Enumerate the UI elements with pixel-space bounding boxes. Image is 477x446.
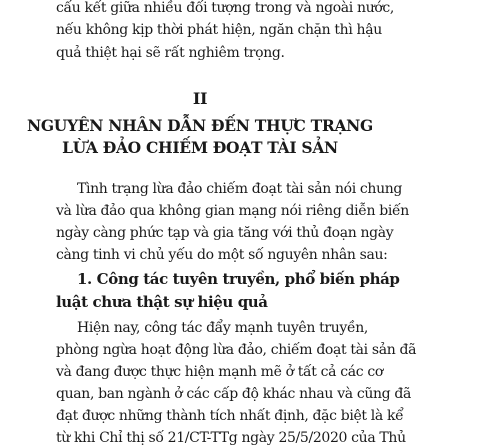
paragraph-line: Tình trạng lừa đảo chiếm đoạt tài sản nói chung (77, 181, 403, 197)
subsection-title-line-1: 1. Công tác tuyên truyền, phổ biến pháp (77, 270, 400, 288)
paragraph-line: và đang được thực hiện mạnh mẽ ở tất cả các cơ (56, 364, 383, 380)
paragraph-line: quan, ban ngành ở các cấp độ khác nhau và cũng đã (56, 386, 411, 402)
paragraph-line: đạt được những thành tích nhất định, đặc biệt là kể (56, 408, 404, 424)
paragraph-line: và lừa đảo qua không gian mạng nói riêng diễn biến (56, 203, 409, 219)
paragraph-line: Hiện nay, công tác đẩy mạnh tuyên truyền, (77, 320, 368, 336)
text-line: quả thiệt hại sẽ rất nghiêm trọng. (56, 45, 285, 61)
paragraph-line: phòng ngừa hoạt động lừa đảo, chiếm đoạt tài sản đã (56, 342, 417, 358)
paragraph-line: ngày càng phức tạp và gia tăng với thủ đoạn ngày (56, 225, 394, 241)
text-line: cấu kết giữa nhiều đối tượng trong và ngoài nước, (56, 0, 395, 16)
section-title-line-1: NGUYÊN NHÂN DẪN ĐẾN THỰC TRẠNG (26, 116, 373, 135)
paragraph-line: từ khi Chỉ thị số 21/CT-TTg ngày 25/5/2020 của Thủ (56, 430, 406, 446)
paragraph-line: càng tinh vi chủ yếu do một số nguyên nhân sau: (56, 247, 388, 263)
section-number: II (192, 89, 208, 108)
subsection-title-line-2: luật chưa thật sự hiệu quả (56, 293, 268, 311)
section-title-line-2: LỪA ĐẢO CHIẾM ĐOẠT TÀI SẢN (62, 138, 338, 157)
text-line: nếu không kịp thời phát hiện, ngăn chặn thì hậu (56, 22, 382, 38)
